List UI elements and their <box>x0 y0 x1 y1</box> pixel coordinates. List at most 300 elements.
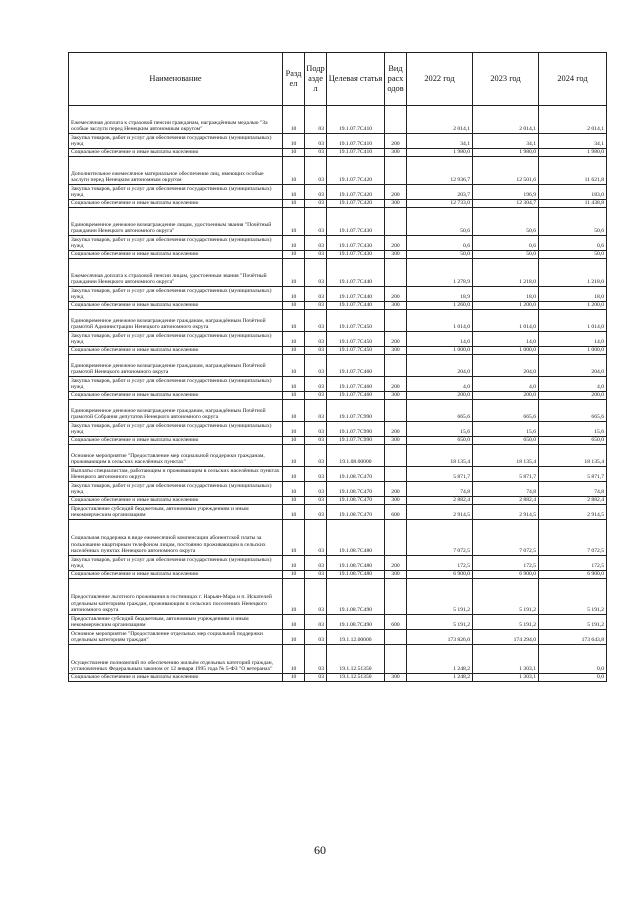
cell-name: Ежемесячная доплата к страховой пенсии лицам, удостоенным звания "Почётный гражданин Ненецкого автономного округа" <box>69 259 283 287</box>
cell-vid <box>385 208 407 236</box>
cell-podrazdel: 03 <box>305 251 327 259</box>
cell-razdel: 10 <box>283 377 305 392</box>
cell-2022: 0,6 <box>407 236 473 251</box>
cell-name: Ежемесячная доплата к страховой пенсии гражданам, награждённым медалью "За особые заслуги перед Ненецким автономным округом" <box>69 106 283 134</box>
cell-target: 19.1.07.7С420 <box>327 200 385 208</box>
cell-2024: 5 191,2 <box>539 615 607 630</box>
cell-name: Закупка товаров, работ и услуг для обеспечения государственных (муниципальных) нужд <box>69 332 283 347</box>
cell-podrazdel: 03 <box>305 520 327 556</box>
cell-2024: 200,0 <box>539 392 607 400</box>
cell-target: 19.1.08.7С470 <box>327 467 385 482</box>
cell-razdel: 10 <box>283 445 305 467</box>
cell-razdel: 10 <box>283 556 305 571</box>
cell-2023: 4,0 <box>473 377 539 392</box>
cell-2024: 4,0 <box>539 377 607 392</box>
cell-name: Социальное обеспечение и иные выплаты населению <box>69 302 283 310</box>
cell-2023: 15,6 <box>473 422 539 437</box>
cell-podrazdel: 03 <box>305 615 327 630</box>
cell-2024: 18,0 <box>539 287 607 302</box>
cell-name: Предоставление льготного проживания в гостиницах г. Нарьян-Мара и п. Искателей отдельным категориям граждан, проживающим в сельских поселениях Ненецкого автономного округа <box>69 579 283 615</box>
cell-vid <box>385 259 407 287</box>
table-row <box>69 645 607 674</box>
cell-2023: 2 914,5 <box>473 505 539 520</box>
table-row <box>69 251 607 259</box>
cell-name: Дополнительное ежемесячное материальное обеспечение лиц, имеющих особые заслуги перед Ненецким автономным округом <box>69 157 283 185</box>
table-header-row <box>69 53 607 106</box>
cell-podrazdel: 03 <box>305 157 327 185</box>
cell-2022: 665,6 <box>407 400 473 422</box>
cell-razdel: 10 <box>283 236 305 251</box>
cell-razdel: 10 <box>283 134 305 149</box>
cell-target: 19.1.07.7С460 <box>327 392 385 400</box>
cell-name: Осуществление полномочий по обеспечению жильём отдельных категорий граждан, установленных Федеральным законом от 12 января 1995 года № 5-ФЗ "О ветеранах" <box>69 645 283 674</box>
cell-2024: 6 900,0 <box>539 571 607 579</box>
cell-2023: 50,0 <box>473 251 539 259</box>
cell-podrazdel: 03 <box>305 134 327 149</box>
cell-name: Предоставление субсидий бюджетным, автономным учреждениям и иным некоммерческим организациям <box>69 615 283 630</box>
cell-2022: 4,0 <box>407 377 473 392</box>
cell-podrazdel: 03 <box>305 106 327 134</box>
cell-target: 19.1.08.7С470 <box>327 505 385 520</box>
table-row <box>69 208 607 236</box>
cell-vid: 300 <box>385 302 407 310</box>
cell-target: 19.1.08.7С480 <box>327 520 385 556</box>
cell-2024: 0,0 <box>539 674 607 682</box>
cell-name: Закупка товаров, работ и услуг для обеспечения государственных (муниципальных) нужд <box>69 377 283 392</box>
cell-target: 19.1.07.7С420 <box>327 157 385 185</box>
cell-razdel: 10 <box>283 287 305 302</box>
cell-vid <box>385 106 407 134</box>
table-row <box>69 400 607 422</box>
cell-2022: 12 733,0 <box>407 200 473 208</box>
header-razdel: Разд ел <box>283 53 305 106</box>
cell-vid <box>385 355 407 377</box>
table-row <box>69 355 607 377</box>
table-row <box>69 520 607 556</box>
cell-razdel: 10 <box>283 332 305 347</box>
cell-2022: 18,9 <box>407 287 473 302</box>
cell-2024: 11 621,8 <box>539 157 607 185</box>
cell-2024: 50,0 <box>539 251 607 259</box>
cell-podrazdel: 03 <box>305 445 327 467</box>
cell-2024: 2 014,1 <box>539 106 607 134</box>
cell-2024: 1 200,0 <box>539 302 607 310</box>
cell-vid: 200 <box>385 377 407 392</box>
cell-2024: 183,0 <box>539 185 607 200</box>
table-row <box>69 505 607 520</box>
cell-podrazdel: 03 <box>305 630 327 645</box>
cell-2024: 650,0 <box>539 437 607 445</box>
cell-razdel: 10 <box>283 347 305 355</box>
cell-2023: 6 900,0 <box>473 571 539 579</box>
cell-vid: 200 <box>385 332 407 347</box>
cell-target: 19.1.07.7С450 <box>327 332 385 347</box>
cell-2023: 50,6 <box>473 208 539 236</box>
cell-razdel: 10 <box>283 482 305 497</box>
cell-podrazdel: 03 <box>305 377 327 392</box>
cell-2024: 1 014,0 <box>539 310 607 332</box>
cell-razdel: 10 <box>283 251 305 259</box>
cell-target: 19.1.08.00000 <box>327 445 385 467</box>
cell-2024: 665,6 <box>539 400 607 422</box>
cell-target: 19.1.07.7С450 <box>327 310 385 332</box>
cell-target: 19.1.08.7С490 <box>327 579 385 615</box>
cell-2022: 18 135,4 <box>407 445 473 467</box>
cell-vid: 300 <box>385 251 407 259</box>
cell-razdel: 10 <box>283 520 305 556</box>
cell-target: 19.1.07.7С990 <box>327 422 385 437</box>
cell-razdel: 10 <box>283 437 305 445</box>
cell-name: Социальное обеспечение и иные выплаты населению <box>69 392 283 400</box>
cell-podrazdel: 03 <box>305 355 327 377</box>
table-row <box>69 302 607 310</box>
table-row <box>69 630 607 645</box>
cell-razdel: 10 <box>283 259 305 287</box>
cell-2022: 1 000,0 <box>407 347 473 355</box>
cell-vid: 300 <box>385 149 407 157</box>
cell-2023: 1 014,0 <box>473 310 539 332</box>
cell-name: Основное мероприятие "Предоставление отдельных мер социальной поддержки отдельным категориям граждан" <box>69 630 283 645</box>
cell-name: Основное мероприятие "Предоставление мер социальной поддержки гражданам, проживающим в сельских населённых пунктах" <box>69 445 283 467</box>
cell-name: Единовременное денежное вознаграждение гражданам, награждённым Почётной грамотой Администрации Ненецкого автономного округа <box>69 310 283 332</box>
cell-vid: 200 <box>385 556 407 571</box>
cell-podrazdel: 03 <box>305 149 327 157</box>
cell-target: 19.1.08.7С480 <box>327 556 385 571</box>
cell-target: 19.1.08.7С470 <box>327 497 385 505</box>
cell-2024: 18 135,4 <box>539 445 607 467</box>
table-row <box>69 467 607 482</box>
cell-2023: 1 303,1 <box>473 674 539 682</box>
cell-vid: 300 <box>385 347 407 355</box>
cell-target: 19.1.07.7С460 <box>327 355 385 377</box>
cell-podrazdel: 03 <box>305 674 327 682</box>
cell-target: 19.1.07.7С430 <box>327 251 385 259</box>
cell-razdel: 10 <box>283 645 305 674</box>
cell-name: Закупка товаров, работ и услуг для обеспечения государственных (муниципальных) нужд <box>69 236 283 251</box>
cell-2022: 200,0 <box>407 392 473 400</box>
table-row <box>69 236 607 251</box>
cell-2024: 5 871,7 <box>539 467 607 482</box>
cell-2023: 1 303,1 <box>473 645 539 674</box>
cell-2022: 15,6 <box>407 422 473 437</box>
cell-target: 19.1.07.7С410 <box>327 149 385 157</box>
cell-target: 19.1.07.7С420 <box>327 185 385 200</box>
cell-2022: 50,0 <box>407 251 473 259</box>
cell-vid: 300 <box>385 200 407 208</box>
cell-name: Предоставление субсидий бюджетным, автономным учреждениям и иным некоммерческим организациям <box>69 505 283 520</box>
cell-podrazdel: 03 <box>305 645 327 674</box>
table-row <box>69 185 607 200</box>
cell-podrazdel: 03 <box>305 332 327 347</box>
cell-2024: 1 980,0 <box>539 149 607 157</box>
cell-name: Социальное обеспечение и иные выплаты населению <box>69 149 283 157</box>
cell-vid <box>385 445 407 467</box>
cell-razdel: 10 <box>283 571 305 579</box>
cell-2023: 665,6 <box>473 400 539 422</box>
table-row <box>69 497 607 505</box>
cell-vid: 200 <box>385 287 407 302</box>
cell-target: 19.1.07.7С430 <box>327 236 385 251</box>
cell-podrazdel: 03 <box>305 482 327 497</box>
cell-vid: 300 <box>385 392 407 400</box>
cell-2022: 1 248,2 <box>407 645 473 674</box>
cell-2023: 7 072,5 <box>473 520 539 556</box>
cell-razdel: 10 <box>283 106 305 134</box>
cell-target: 19.1.07.7С440 <box>327 302 385 310</box>
cell-vid: 200 <box>385 236 407 251</box>
cell-2023: 196,9 <box>473 185 539 200</box>
cell-2023: 74,8 <box>473 482 539 497</box>
cell-vid <box>385 520 407 556</box>
cell-razdel: 10 <box>283 630 305 645</box>
cell-vid: 200 <box>385 134 407 149</box>
cell-razdel: 10 <box>283 392 305 400</box>
cell-2023: 5 871,7 <box>473 467 539 482</box>
cell-2022: 5 871,7 <box>407 467 473 482</box>
cell-name: Социальное обеспечение и иные выплаты населению <box>69 200 283 208</box>
cell-2024: 173 643,8 <box>539 630 607 645</box>
budget-table-sheet <box>68 52 606 682</box>
table-row <box>69 310 607 332</box>
table-row <box>69 556 607 571</box>
cell-2022: 50,6 <box>407 208 473 236</box>
cell-2022: 6 900,0 <box>407 571 473 579</box>
table-row <box>69 422 607 437</box>
cell-vid <box>385 400 407 422</box>
cell-podrazdel: 03 <box>305 497 327 505</box>
cell-target: 19.1.07.7С990 <box>327 437 385 445</box>
cell-2024: 5 191,2 <box>539 579 607 615</box>
cell-name: Закупка товаров, работ и услуг для обеспечения государственных (муниципальных) нужд <box>69 287 283 302</box>
cell-podrazdel: 03 <box>305 208 327 236</box>
cell-2023: 1 980,0 <box>473 149 539 157</box>
cell-podrazdel: 03 <box>305 400 327 422</box>
cell-2023: 18,0 <box>473 287 539 302</box>
cell-podrazdel: 03 <box>305 236 327 251</box>
cell-vid: 600 <box>385 615 407 630</box>
cell-2023: 2 014,1 <box>473 106 539 134</box>
cell-target: 19.1.08.7С490 <box>327 615 385 630</box>
cell-2022: 12 936,7 <box>407 157 473 185</box>
cell-vid: 600 <box>385 505 407 520</box>
cell-vid <box>385 630 407 645</box>
cell-2023: 1 218,0 <box>473 259 539 287</box>
cell-target: 19.1.12.00000 <box>327 630 385 645</box>
cell-name: Социальное обеспечение и иные выплаты населению <box>69 251 283 259</box>
cell-name: Социальное обеспечение и иные выплаты населению <box>69 347 283 355</box>
cell-podrazdel: 03 <box>305 347 327 355</box>
header-target: Целевая статья <box>327 53 385 106</box>
cell-razdel: 10 <box>283 185 305 200</box>
cell-2023: 34,1 <box>473 134 539 149</box>
cell-target: 19.1.07.7С440 <box>327 287 385 302</box>
cell-2022: 2 914,5 <box>407 505 473 520</box>
cell-podrazdel: 03 <box>305 302 327 310</box>
cell-target: 19.1.07.7С410 <box>327 106 385 134</box>
cell-2022: 2 014,1 <box>407 106 473 134</box>
cell-vid: 300 <box>385 674 407 682</box>
cell-2023: 0,6 <box>473 236 539 251</box>
cell-name: Единовременное денежное вознаграждение гражданам, награждённым Почётной грамотой Ненецкого автономного округа <box>69 355 283 377</box>
cell-razdel: 10 <box>283 310 305 332</box>
cell-target: 19.1.08.7С470 <box>327 482 385 497</box>
table-row <box>69 106 607 134</box>
cell-podrazdel: 03 <box>305 185 327 200</box>
cell-2024: 15,6 <box>539 422 607 437</box>
cell-2022: 1 260,0 <box>407 302 473 310</box>
cell-2022: 172,5 <box>407 556 473 571</box>
cell-razdel: 10 <box>283 615 305 630</box>
cell-vid: 300 <box>385 437 407 445</box>
cell-podrazdel: 03 <box>305 556 327 571</box>
cell-vid: 200 <box>385 482 407 497</box>
cell-2023: 12 304,7 <box>473 200 539 208</box>
cell-2022: 1 278,9 <box>407 259 473 287</box>
cell-podrazdel: 03 <box>305 310 327 332</box>
cell-target: 19.1.07.7С460 <box>327 377 385 392</box>
table-row <box>69 392 607 400</box>
cell-2022: 5 191,2 <box>407 579 473 615</box>
cell-2022: 173 826,0 <box>407 630 473 645</box>
table-row <box>69 571 607 579</box>
cell-name: Закупка товаров, работ и услуг для обеспечения государственных (муниципальных) нужд <box>69 185 283 200</box>
cell-razdel: 10 <box>283 208 305 236</box>
table-row <box>69 134 607 149</box>
cell-podrazdel: 03 <box>305 571 327 579</box>
cell-2023: 2 882,4 <box>473 497 539 505</box>
cell-2023: 650,0 <box>473 437 539 445</box>
cell-2022: 7 072,5 <box>407 520 473 556</box>
cell-vid: 200 <box>385 422 407 437</box>
cell-2022: 5 191,2 <box>407 615 473 630</box>
cell-target: 19.1.12.51350 <box>327 645 385 674</box>
cell-2022: 203,7 <box>407 185 473 200</box>
cell-razdel: 10 <box>283 400 305 422</box>
cell-2024: 11 438,8 <box>539 200 607 208</box>
cell-name: Социальное обеспечение и иные выплаты населению <box>69 571 283 579</box>
budget-table <box>68 52 607 682</box>
cell-podrazdel: 03 <box>305 392 327 400</box>
header-name: Наименование <box>69 53 283 106</box>
cell-2024: 0,6 <box>539 236 607 251</box>
cell-name: Социальная поддержка в виде ежемесячной компенсации абонентской платы за пользование квартирным телефоном лицам, постоянно проживающим в сельских населённых пунктах Ненецкого автономного округа <box>69 520 283 556</box>
cell-razdel: 10 <box>283 467 305 482</box>
cell-2022: 1 014,0 <box>407 310 473 332</box>
table-row <box>69 482 607 497</box>
cell-2022: 1 248,2 <box>407 674 473 682</box>
cell-2023: 1 200,0 <box>473 302 539 310</box>
cell-vid <box>385 467 407 482</box>
table-row <box>69 332 607 347</box>
cell-razdel: 10 <box>283 579 305 615</box>
cell-2022: 1 980,0 <box>407 149 473 157</box>
cell-name: Закупка товаров, работ и услуг для обеспечения государственных (муниципальных) нужд <box>69 422 283 437</box>
cell-podrazdel: 03 <box>305 467 327 482</box>
cell-podrazdel: 03 <box>305 579 327 615</box>
cell-2023: 1 000,0 <box>473 347 539 355</box>
page-number: 60 <box>314 843 326 857</box>
cell-razdel: 10 <box>283 149 305 157</box>
cell-2022: 650,0 <box>407 437 473 445</box>
cell-name: Выплаты специалистам, работающим и проживающим в сельских населённых пунктах Ненецкого автономного округа <box>69 467 283 482</box>
cell-2022: 14,0 <box>407 332 473 347</box>
header-vid: Вид расх одов <box>385 53 407 106</box>
cell-target: 19.1.07.7С440 <box>327 259 385 287</box>
cell-2023: 14,0 <box>473 332 539 347</box>
cell-2023: 12 501,6 <box>473 157 539 185</box>
table-row <box>69 200 607 208</box>
cell-vid <box>385 310 407 332</box>
cell-2024: 172,5 <box>539 556 607 571</box>
header-podrazdel: Подр азде л <box>305 53 327 106</box>
header-2022: 2022 год <box>407 53 473 106</box>
cell-name: Единовременное денежное вознаграждение гражданам, награждённым Почётной грамотой Собрания депутатов Ненецкого автономного округа <box>69 400 283 422</box>
cell-name: Закупка товаров, работ и услуг для обеспечения государственных (муниципальных) нужд <box>69 134 283 149</box>
cell-2022: 2 882,4 <box>407 497 473 505</box>
cell-podrazdel: 03 <box>305 505 327 520</box>
cell-2024: 7 072,5 <box>539 520 607 556</box>
cell-razdel: 10 <box>283 497 305 505</box>
cell-razdel: 10 <box>283 422 305 437</box>
table-row <box>69 437 607 445</box>
cell-2024: 1 000,0 <box>539 347 607 355</box>
cell-vid <box>385 645 407 674</box>
cell-2023: 18 135,4 <box>473 445 539 467</box>
cell-2024: 34,1 <box>539 134 607 149</box>
cell-2023: 5 191,2 <box>473 579 539 615</box>
cell-razdel: 10 <box>283 302 305 310</box>
cell-2024: 0,0 <box>539 645 607 674</box>
table-body <box>69 106 607 682</box>
cell-target: 19.1.08.7С480 <box>327 571 385 579</box>
cell-name: Закупка товаров, работ и услуг для обеспечения государственных (муниципальных) нужд <box>69 556 283 571</box>
table-row <box>69 157 607 185</box>
cell-2022: 74,8 <box>407 482 473 497</box>
cell-2023: 172,5 <box>473 556 539 571</box>
cell-vid: 200 <box>385 185 407 200</box>
cell-vid: 300 <box>385 497 407 505</box>
cell-2024: 2 882,4 <box>539 497 607 505</box>
cell-target: 19.1.12.51350 <box>327 674 385 682</box>
cell-2022: 34,1 <box>407 134 473 149</box>
cell-2024: 204,0 <box>539 355 607 377</box>
cell-2024: 74,8 <box>539 482 607 497</box>
cell-2022: 204,0 <box>407 355 473 377</box>
table-row <box>69 377 607 392</box>
cell-name: Единовременное денежное вознаграждение лицам, удостоенным звания "Почётный гражданин Ненецкого автономного округа" <box>69 208 283 236</box>
cell-2024: 2 914,5 <box>539 505 607 520</box>
cell-razdel: 10 <box>283 200 305 208</box>
table-row <box>69 615 607 630</box>
cell-name: Социальное обеспечение и иные выплаты населению <box>69 437 283 445</box>
cell-2024: 14,0 <box>539 332 607 347</box>
cell-2023: 200,0 <box>473 392 539 400</box>
cell-target: 19.1.07.7С990 <box>327 400 385 422</box>
cell-vid <box>385 157 407 185</box>
table-row <box>69 287 607 302</box>
table-row <box>69 347 607 355</box>
table-row <box>69 579 607 615</box>
header-2023: 2023 год <box>473 53 539 106</box>
cell-2024: 1 218,0 <box>539 259 607 287</box>
table-row <box>69 259 607 287</box>
cell-podrazdel: 03 <box>305 422 327 437</box>
cell-razdel: 10 <box>283 505 305 520</box>
cell-name: Закупка товаров, работ и услуг для обеспечения государственных (муниципальных) нужд <box>69 482 283 497</box>
cell-podrazdel: 03 <box>305 259 327 287</box>
table-row <box>69 674 607 682</box>
cell-vid <box>385 579 407 615</box>
